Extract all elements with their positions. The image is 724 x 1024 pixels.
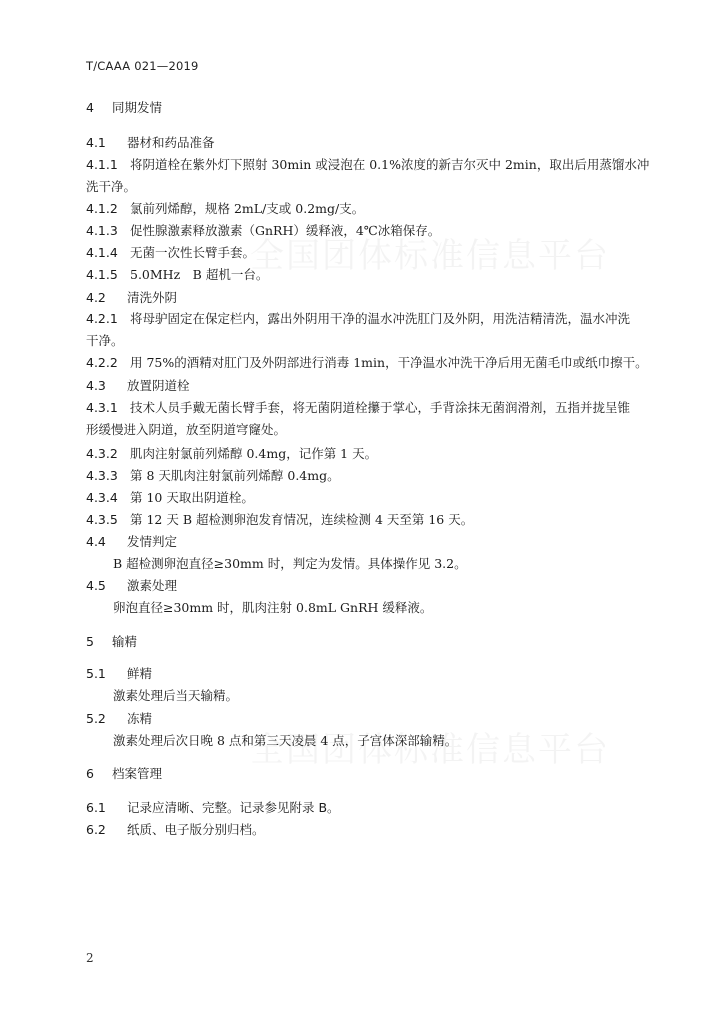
clause-number: 6.1 [86,800,106,815]
clause-text: 氯前列烯醇，规格 2mL/支或 0.2mg/支。 [130,201,365,216]
clause-text: 干净。 [86,333,124,348]
clause-number: 4.5 [86,578,106,593]
document-code: T/CAAA 021—2019 [86,59,199,73]
clause-text: 激素处理后次日晚 8 点和第三天凌晨 4 点，子宫体深部输精。 [113,733,458,748]
section-heading [86,711,152,727]
clause-text: 器材和药品准备 [127,135,215,150]
page-number: 2 [86,951,94,965]
clause-text: 同期发情 [112,100,163,115]
clause-text: 激素处理后当天输精。 [113,688,239,703]
paragraph-line [113,733,457,749]
section-heading [86,578,177,594]
section-heading [86,800,340,816]
paragraph-line [86,400,630,416]
clause-text: 输精 [112,634,138,649]
clause-text: 洗干净。 [86,179,137,194]
clause-number: 4.3.5 [86,512,118,527]
paragraph-line [86,245,255,261]
clause-number: 4.2.2 [86,355,118,370]
section-heading [86,822,265,838]
clause-number: 4.3.2 [86,446,118,461]
clause-text: 纸质、电子版分别归档。 [127,822,265,837]
clause-number: 4.1.5 [86,267,118,282]
clause-text: 形缓慢进入阴道，放至阴道穹窿处。 [86,422,287,437]
clause-text: 冻精 [127,711,153,726]
clause-text: 清洗外阴 [127,290,178,305]
paragraph-line [86,490,254,506]
section-heading [86,378,190,394]
paragraph-line [86,446,377,462]
clause-text: 第 10 天取出阴道栓。 [130,490,254,505]
clause-number: 5.1 [86,666,106,681]
clause-number: 4.3.4 [86,490,118,505]
clause-number: 4.1.4 [86,245,118,260]
clause-text: 档案管理 [112,766,163,781]
paragraph-line [86,311,630,327]
clause-number: 5.2 [86,711,106,726]
clause-text: 记录应清晰、完整。记录参见附录 B。 [127,800,340,815]
clause-number: 4 [86,100,94,115]
paragraph-line [86,422,286,438]
section-heading [86,766,162,782]
clause-number: 6 [86,766,94,781]
clause-text: 将阴道栓在紫外灯下照射 30min 或浸泡在 0.1%浓度的新吉尔灭中 2min，取出后用蒸馏水冲 [130,157,650,172]
clause-number: 4.4 [86,534,106,549]
clause-text: B 超检测卵泡直径≥30mm 时，判定为发情。具体操作见 3.2。 [113,556,467,571]
clause-number: 4.3.3 [86,468,118,483]
paragraph-line [86,179,136,195]
clause-number: 4.1.3 [86,223,118,238]
clause-text: 放置阴道栓 [127,378,190,393]
clause-number: 6.2 [86,822,106,837]
paragraph-line [113,556,467,572]
clause-text: 第 8 天肌肉注射氯前列烯醇 0.4mg。 [130,468,340,483]
clause-text: 鲜精 [127,666,153,681]
section-heading [86,666,152,682]
paragraph-line [113,688,238,704]
clause-text: 用 75%的酒精对肛门及外阴部进行消毒 1min，干净温水冲洗干净后用无菌毛巾或纸巾擦干。 [130,355,648,370]
clause-number: 4.2.1 [86,311,118,326]
paragraph-line [86,355,648,371]
paragraph-line [86,157,649,173]
paragraph-line [86,468,340,484]
clause-number: 4.1 [86,135,106,150]
section-heading [86,534,177,550]
section-heading [86,100,162,116]
clause-text: 将母驴固定在保定栏内，露出外阴用干净的温水冲洗肛门及外阴，用洗洁精清洗，温水冲洗 [130,311,631,326]
clause-number: 4.1.1 [86,157,118,172]
clause-text: 卵泡直径≥30mm 时，肌肉注射 0.8mL GnRH 缓释液。 [113,600,433,615]
clause-number: 4.3.1 [86,400,118,415]
paragraph-line [86,201,364,217]
clause-text: 激素处理 [127,578,178,593]
clause-number: 5 [86,634,94,649]
clause-text: 肌肉注射氯前列烯醇 0.4mg，记作第 1 天。 [130,446,378,461]
clause-text: 无菌一次性长臂手套。 [130,245,256,260]
paragraph-line [86,512,473,528]
section-heading [86,290,177,306]
clause-text: 5.0MHz B 超机一台。 [130,267,269,282]
clause-text: 发情判定 [127,534,178,549]
section-heading [86,634,137,650]
clause-number: 4.2 [86,290,106,305]
paragraph-line [86,267,268,283]
clause-text: 技术人员手戴无菌长臂手套，将无菌阴道栓攥于掌心，手背涂抹无菌润滑剂，五指并拢呈锥 [130,400,631,415]
clause-text: 促性腺激素释放激素（GnRH）缓释液，4℃冰箱保存。 [130,223,441,238]
paragraph-line [86,333,124,349]
clause-number: 4.3 [86,378,106,393]
paragraph-line [113,600,432,616]
paragraph-line [86,223,440,239]
section-heading [86,135,215,151]
clause-number: 4.1.2 [86,201,118,216]
clause-text: 第 12 天 B 超检测卵泡发育情况，连续检测 4 天至第 16 天。 [130,512,474,527]
